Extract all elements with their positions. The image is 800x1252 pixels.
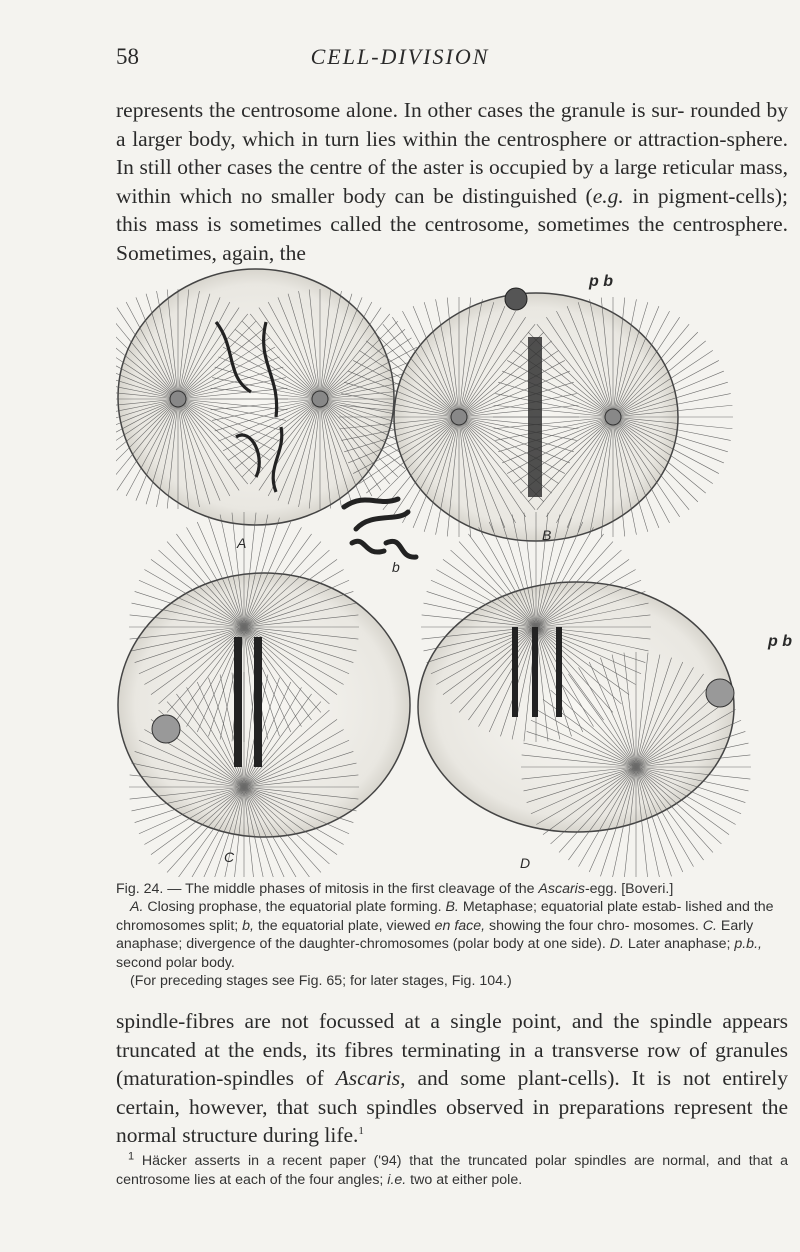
- caption-a-label: A.: [130, 899, 144, 916]
- running-title: CELL-DIVISION: [310, 44, 490, 69]
- caption-c-text: Early anaphase; divergence of the daughter-chromosomes (polar body at one side).: [116, 917, 754, 953]
- polar-body-b: [505, 288, 527, 310]
- label-a: A: [237, 535, 247, 551]
- label-d: D: [520, 855, 531, 871]
- top-paragraph-text-1: represents the centrosome alone. In other cases the granule is sur- rounded by a larger body, which in turn lies within the centrosphere or attraction-sphere. In still other cases the centre of the aster is occupied by a large reticular mass, within which no smaller body can be distinguished (: [116, 98, 788, 208]
- bottom-paragraph-text-1: spindle-fibres are not focussed at a single point, and the spindle appears truncated at the ends, its fibres terminating in a transverse row of granules (maturation-spindles of: [116, 1009, 788, 1090]
- equatorial-plate-en-face: [344, 499, 416, 557]
- label-b: B: [542, 527, 552, 543]
- caption-b-small-text: the equatorial plate, viewed: [254, 917, 435, 934]
- polar-body-d: [706, 679, 734, 707]
- figure-24: [116, 267, 800, 877]
- centrosome-b-left: [451, 409, 467, 425]
- cell-c: [118, 512, 410, 877]
- caption-a-text: Closing prophase, the equatorial plate forming.: [143, 899, 446, 916]
- footnote-ie: i.e.: [387, 1172, 407, 1188]
- footnote-text-2: two at either pole.: [406, 1172, 523, 1188]
- figure-caption: [116, 880, 788, 990]
- footnote-marker[interactable]: 1: [358, 1124, 364, 1137]
- caption-en-face-text: showing the four chro- mosomes.: [485, 917, 703, 934]
- cell-a: [116, 269, 430, 525]
- label-c: C: [224, 849, 235, 865]
- caption-title: [116, 880, 788, 898]
- bottom-paragraph: [116, 1007, 788, 1150]
- caption-note: (For preceding stages see Fig. 65; for later stages, Fig. 104.): [130, 973, 512, 990]
- footnote-number: 1: [128, 1150, 135, 1163]
- centrosome-a-left: [170, 391, 186, 407]
- cell-b: [339, 288, 733, 541]
- caption-b-label: B.: [445, 899, 459, 916]
- caption-en-face: en face,: [434, 917, 486, 934]
- label-b-small: b: [392, 559, 400, 575]
- top-paragraph: [116, 96, 788, 267]
- caption-b-small-label: b,: [242, 917, 254, 934]
- caption-b-text: Metaphase; equatorial plate estab- lished and the chromosomes split;: [116, 899, 774, 934]
- caption-suffix: -egg. [Boveri.]: [584, 881, 674, 897]
- mitosis-illustration: [116, 267, 800, 877]
- caption-c-label: C.: [702, 917, 717, 934]
- caption-body: [116, 898, 788, 972]
- footnote: [116, 1152, 788, 1190]
- caption-pb-label: p.b.,: [734, 936, 762, 953]
- footnote-text-1: Häcker asserts in a recent paper ('94) that the truncated polar spindles are normal, and that a centrosome lies at each of the four angles;: [116, 1153, 788, 1188]
- page-number: 58: [116, 44, 139, 69]
- cell-d: [418, 512, 751, 877]
- centrosome-b-right: [605, 409, 621, 425]
- ascaris-italic: Ascaris,: [335, 1066, 406, 1090]
- label-pb-right: p b: [768, 633, 792, 650]
- centrosome-a-right: [312, 391, 328, 407]
- caption-species: Ascaris: [538, 881, 585, 897]
- caption-prefix: Fig. 24. — The middle phases of mitosis in the first cleavage of the: [116, 881, 539, 897]
- polar-body-c: [152, 715, 180, 743]
- bottom-paragraph-text-2: and some plant-cells). It is not entirely certain, however, that such spindles observed in preparations represent the normal structure during life.: [116, 1066, 788, 1147]
- label-pb-top: p b: [589, 273, 613, 290]
- page-header: [0, 44, 800, 84]
- eg-abbrev: e.g.: [592, 183, 624, 208]
- top-paragraph-text-2: in pigment-cells); this mass is sometimes called the centrosome, sometimes the centrosphere. Sometimes, again, the: [116, 183, 788, 265]
- caption-pb-text: second polar body.: [116, 954, 235, 971]
- equatorial-plate-b: [528, 337, 542, 497]
- caption-d-text: Later anaphase;: [623, 936, 735, 953]
- caption-d-label: D.: [609, 936, 624, 953]
